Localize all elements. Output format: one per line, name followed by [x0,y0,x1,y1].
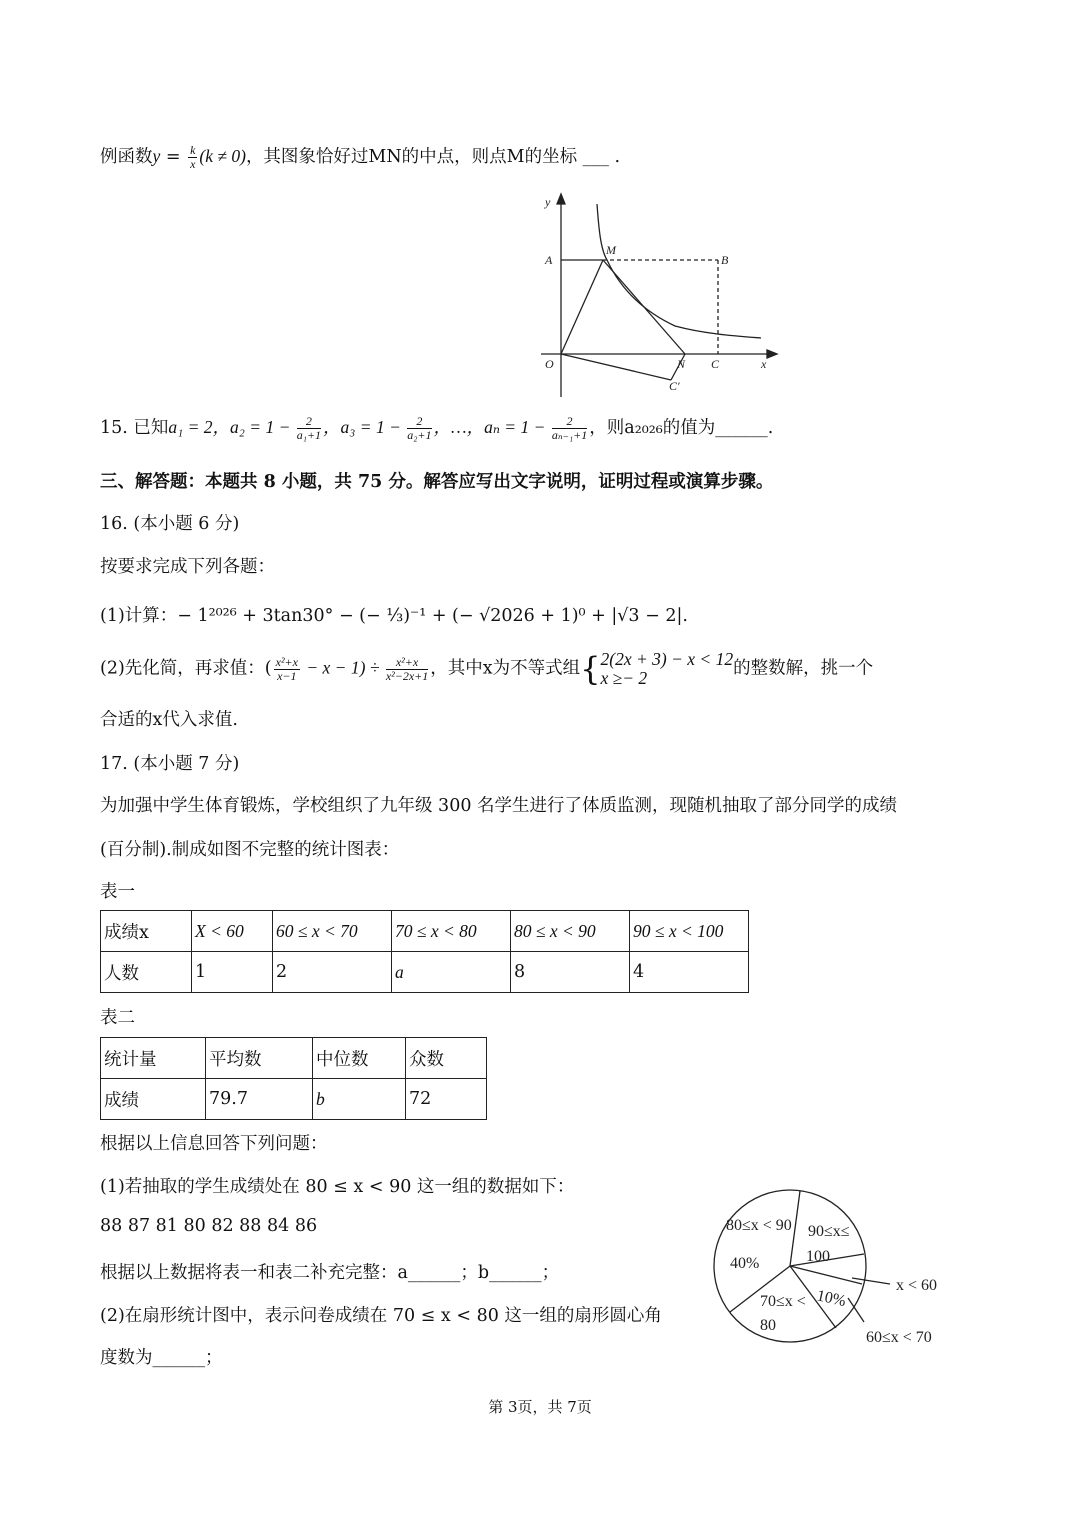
section-3-heading: 三、解答题：本题共 8 小题，共 75 分。解答应写出文字说明，证明过程或演算步骤。 [100,472,774,492]
q16-frac1-num: x²+x [275,654,298,669]
table-cell: 众数 [406,1038,487,1079]
q14-prefix: 例函数 [100,147,153,167]
fn-fraction [188,144,197,171]
table-cell: a [392,952,511,993]
inequality-system [601,650,734,688]
table1-title: 表一 [100,882,135,902]
table1-row-counts [101,952,749,993]
table-cell: 79.7 [206,1079,313,1120]
q16-frac1 [274,656,300,683]
pie-label-90-100-a: 90≤x≤ [808,1223,850,1240]
q16-intro: 按要求完成下列各题： [100,557,275,577]
q16-frac2-den: x²−2x+1 [385,668,429,683]
fn-x: x [190,157,196,171]
label-y: y [545,195,551,209]
q16-part2 [100,650,873,688]
q15-frac1-num: 2 [297,415,321,429]
label-O: O [545,357,554,371]
table-1 [100,910,749,993]
table-cell: 人数 [101,952,192,993]
pie-label-lt60: x < 60 [896,1277,938,1294]
q16-p2-e: 合适的x代入求值. [100,710,238,730]
table-cell: 72 [406,1079,487,1120]
table-2 [100,1037,487,1120]
q15-frac1 [297,415,321,442]
table2-row-header [101,1038,487,1079]
table-cell: 60 ≤ x < 70 [273,911,392,952]
label-C-prime: C′ [669,379,680,393]
inequality-2: x ≥− 2 [600,668,648,688]
y-axis-arrow [557,194,565,204]
pie-label-40pct: 40% [730,1255,760,1272]
q17-sub1-fill: 根据以上数据将表一和表二补充完整：a______；b______； [100,1263,560,1283]
table-cell: 成绩x [101,911,192,952]
pie-label-60-70: 60≤x < 70 [866,1329,932,1346]
q15-frac3-den: aₙ₋₁+1 [551,428,588,442]
table-cell: 成绩 [101,1079,206,1120]
page-footer: 第 3页，共 7页 [488,1398,592,1416]
fn-k: k [190,143,196,157]
q16-p2-a: (2)先化简，再求值：( [100,658,272,679]
segment-MN [603,260,685,354]
table-cell: 4 [630,952,749,993]
q17-sub1: (1)若抽取的学生成绩处在 80 ≤ x < 90 这一组的数据如下： [100,1177,575,1197]
q15-frac2 [407,415,431,442]
table2-row-values [101,1079,487,1120]
table-cell: X < 60 [192,911,273,952]
q16-p2-b: − x − 1) ÷ [301,657,384,678]
table-cell: 90 ≤ x < 100 [630,911,749,952]
fn-y: y [152,146,161,166]
q15-frac1-den: a₁+1 [296,428,322,442]
pie-label-10pct: 10% [815,1287,848,1311]
q15-text-a: 15. 已知 [100,418,169,438]
segment-OC-prime [561,354,671,380]
table-cell: 统计量 [101,1038,206,1079]
q17-sub1-data: 88 87 81 80 82 88 84 86 [100,1216,318,1236]
q16-frac2-num: x²+x [386,656,428,670]
table-cell: b [313,1079,406,1120]
pie-chart [712,1186,952,1356]
label-N: N [677,357,686,371]
q17-intro-2: (百分制).制成如图不完整的统计图表： [100,840,400,860]
table-cell: 2 [273,952,392,993]
q17-sub2-b: 度数为______； [100,1348,223,1368]
function-graph [535,192,785,402]
q17-sub2-a: (2)在扇形统计图中，表示问卷成绩在 70 ≤ x < 80 这一组的扇形圆心角 [100,1306,662,1326]
label-M: M [606,243,616,257]
pie-label-80-90: 80≤x < 90 [726,1217,792,1234]
fn-eq: = [160,147,187,167]
q16-p2-c: ，其中x为不等式组 [430,658,581,679]
label-B: B [721,253,729,267]
q16-part1: (1)计算：− 1²⁰²⁶ + 3tan30° − (− ⅓)⁻¹ + (− √2026 + 1)⁰ + |√3 − 2|. [100,606,688,626]
q15-tail: ，则a₂₀₂₆的值为______. [589,418,774,438]
table-cell: 中位数 [313,1038,406,1079]
fn-cond: (k ≠ 0) [199,146,246,166]
q15-mid2: ，…，aₙ = 1 − [433,417,550,437]
q14-suffix: ，其图象恰好过MN的中点，则点M的坐标 ___ . [245,147,621,167]
pie-label-70-80-a: 70≤x < [760,1293,806,1310]
pie-label-90-100-b: 100 [806,1248,830,1265]
q15-frac2-den: a₂+1 [407,428,432,442]
system-brace: { [580,650,601,688]
table1-row-header [101,911,749,952]
hyperbola-curve [597,204,761,338]
label-x: x [761,357,767,371]
q16-p2-d: 的整数解，挑一个 [733,658,874,679]
table-cell: 平均数 [206,1038,313,1079]
table-cell: 80 ≤ x < 90 [511,911,630,952]
q16-frac2 [386,656,428,683]
table2-title: 表二 [100,1008,135,1028]
pie-label-70-80-b: 80 [760,1317,776,1334]
inequality-1: 2(2x + 3) − x < 12 [600,649,734,669]
q15-frac2-num: 2 [407,415,431,429]
q15-frac3 [552,415,587,442]
q17-ask: 根据以上信息回答下列问题： [100,1134,328,1154]
q16-frac1-den: x−1 [277,668,297,683]
table-cell: 1 [192,952,273,993]
q16-head: 16. (本小题 6 分) [100,514,240,534]
x-axis-arrow [767,350,777,358]
q15-mid1: ，a₃ = 1 − [323,417,406,437]
q17-head: 17. (本小题 7 分) [100,754,240,774]
table-cell: 70 ≤ x < 80 [392,911,511,952]
table-cell: 8 [511,952,630,993]
q17-intro-1: 为加强中学生体育锻炼，学校组织了九年级 300 名学生进行了体质监测，现随机抽取了部分同学的成绩 [100,796,898,816]
segment-OM [561,260,603,354]
pointer-60-70 [848,1298,864,1322]
label-A: A [545,253,553,267]
q15-a1: a₁ = 2，a₂ = 1 − [168,417,295,437]
q15-frac3-num: 2 [552,415,587,429]
q15-line [100,414,773,442]
label-C: C [711,357,720,371]
q14-tail-line [100,143,620,171]
